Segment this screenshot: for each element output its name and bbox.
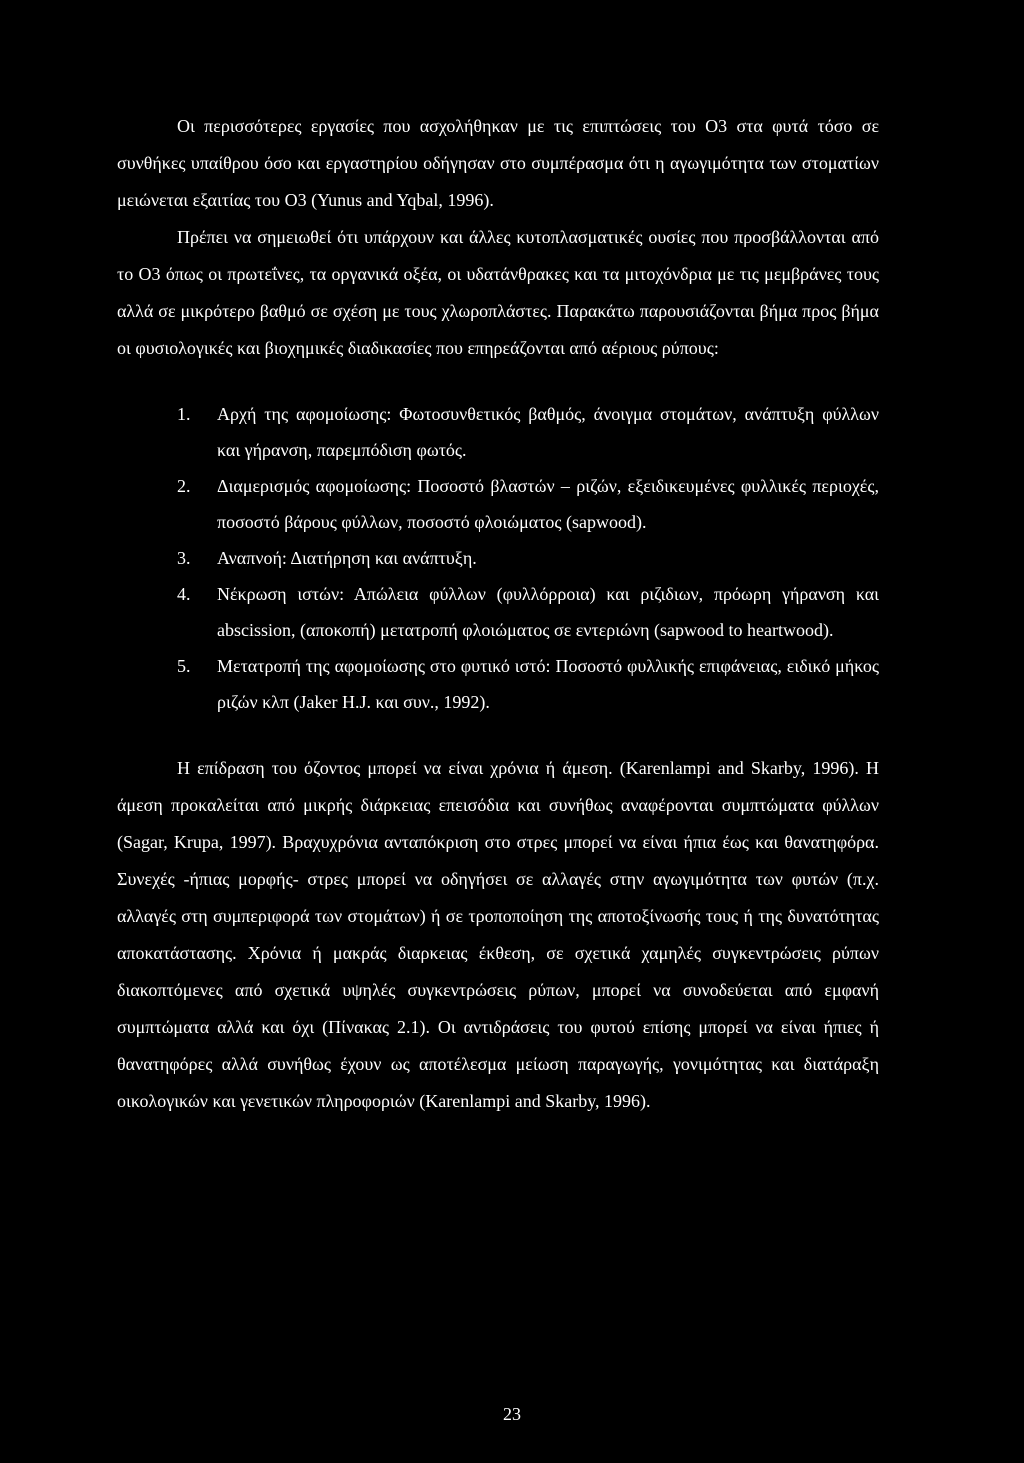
list-item-number: 3. <box>177 548 191 568</box>
list-item <box>117 648 879 720</box>
list-item-text: Διαμερισμός αφομοίωσης: Ποσοστό βλαστών – ριζών, εξειδικευμένες φυλλικές περιοχές, ποσοστό βάρους φύλλων, ποσοστό φλοιώματος (sapwood). <box>217 476 879 532</box>
list-item-number: 2. <box>177 476 191 496</box>
list-item <box>117 576 879 648</box>
list-item-text: Αρχή της αφομοίωσης: Φωτοσυνθετικός βαθμός, άνοιγμα στομάτων, ανάπτυξη φύλλων και γήρανση, παρεμπόδιση φωτός. <box>217 404 879 460</box>
list-item-number: 4. <box>177 584 191 604</box>
list-item <box>117 540 879 576</box>
list-item-number: 5. <box>177 656 191 676</box>
paragraph-ozone-effects: Η επίδραση του όζοντος μπορεί να είναι χρόνια ή άμεση. (Karenlampi and Skarby, 1996). Η άμεση προκαλείται από μικρής διάρκειας επεισόδια και συνήθως αναφέρονται συμπτώματα φύλλων (Sagar, Krupa, 1997). Βραχυχρόνια ανταπόκριση στο στρες μπορεί να είναι ήπια έως και θανατηφόρα. Συνεχές -ήπιας μορφής- στρες μπορεί να οδηγήσει σε αλλαγές στην αγωγιμότητα των φυτών (π.χ. αλλαγές στη συμπεριφορά των στομάτων) ή σε τροποποίηση της αποτοξίνωσής τους ή της δυνατότητας αποκατάστασης. Χρόνια ή μακράς διαρκειας έκθεση, σε σχετικά χαμηλές συγκεντρώσεις ρύπων διακοπτόμενες από σχετικά υψηλές συγκεντρώσεις ρύπων, μπορεί να συνοδεύεται από εμφανή συμπτώματα αλλά και όχι (Πίνακας 2.1). Οι αντιδράσεις του φυτού επίσης μπορεί να είναι ήπιες ή θανατηφόρες αλλά συνήθως έχουν ως αποτέλεσμα μείωση παραγωγής, γονιμότητας και διατάραξη οικολογικών και γενετικών πληροφοριών (Karenlampi and Skarby, 1996). <box>117 758 879 1111</box>
paragraph-cytoplasmic-substances: Πρέπει να σημειωθεί ότι υπάρχουν και άλλες κυτοπλασματικές ουσίες που προσβάλλονται από το O3 όπως οι πρωτεΐνες, τα οργανικά οξέα, οι υδατάνθρακες και τα μιτοχόνδρια με τις μεμβράνες τους αλλά σε μικρότερο βαθμό σε σχέση με τους χλωροπλάστες. Παρακάτω παρουσιάζονται βήμα προς βήμα οι φυσιολογικές και βιοχημικές διαδικασίες που επηρεάζονται από αέριους ρύπους: <box>117 227 879 358</box>
list-item <box>117 396 879 468</box>
paragraph-ozone-stomata: Οι περισσότερες εργασίες που ασχολήθηκαν με τις επιπτώσεις του O3 στα φυτά τόσο σε συνθήκες υπαίθρου όσο και εργαστηρίου οδήγησαν στο συμπέρασμα ότι η αγωγιμότητα των στοματίων μειώνεται εξαιτίας του O3 (Yunus and Yqbal, 1996). <box>117 116 879 210</box>
process-list <box>117 396 879 720</box>
list-item-number: 1. <box>177 404 191 424</box>
list-item-text: Μετατροπή της αφομοίωσης στο φυτικό ιστό: Ποσοστό φυλλικής επιφάνειας, ειδικό μήκος ριζών κλπ (Jaker H.J. και συν., 1992). <box>217 656 879 712</box>
list-item-text: Νέκρωση ιστών: Απώλεια φύλλων (φυλλόρροια) και ριζιδιων, πρόωρη γήρανση και abscission, (αποκοπή) μετατροπή φλοιώματος σε εντεριώνη (sapwood to heartwood). <box>217 584 879 640</box>
document-body <box>117 108 879 1120</box>
list-item-text: Αναπνοή: Διατήρηση και ανάπτυξη. <box>217 548 477 568</box>
list-item <box>117 468 879 540</box>
page-number: 23 <box>503 1404 521 1424</box>
